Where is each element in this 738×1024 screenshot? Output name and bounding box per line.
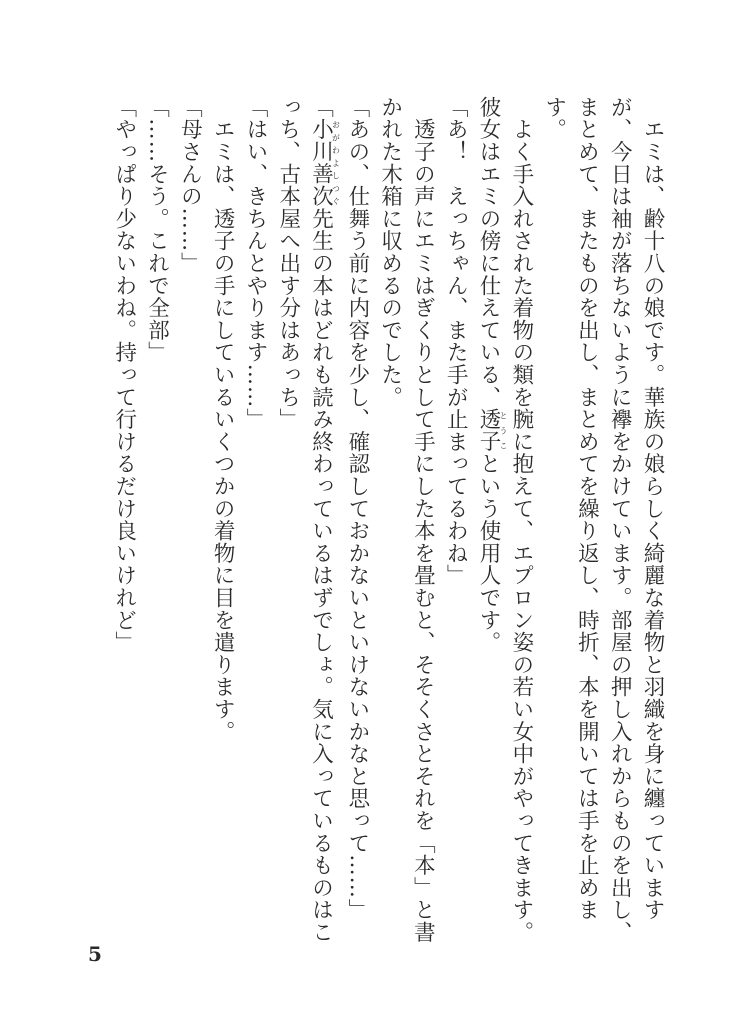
dialogue-toko-2: 「小川善次おがわよしつぐ先生の本はどれも読み終わっているはずでしょ。気に入っているものはこっち、古本屋へ出す分はあっち」	[275, 96, 341, 944]
dialogue-emi-2: 「はい、きちんとやります……」	[242, 96, 268, 431]
dialogue-emi-3: 「母さんの……」	[177, 96, 203, 275]
ruby-toko: 透子とうこ	[476, 408, 509, 453]
dialogue-emi-4: 「やっぱり少ないわね。持って行けるだけ良いけれど」	[111, 96, 137, 654]
dialogue-toko-3: 「……そう。これで全部」	[144, 96, 170, 364]
dialogue-toko-1: 「あ！ えっちゃん、また手が止まってるわね」	[443, 96, 469, 587]
page-number: 5	[88, 942, 102, 966]
vertical-text-body	[108, 96, 668, 956]
paragraph-intro: エミは、齢十八の娘です。華族の娘らしく綺麗な着物と羽織を身に纏っていますが、今日は袖が落ちないように襷をかけています。部屋の押し入れからものを出し、まとめて、またものを出し、まとめてを繰り返し、時折、本を開いては手を止めます。	[541, 96, 665, 944]
paragraph-emi-glance: エミは、透子の手にしているいくつかの着物に目を遣ります。	[210, 96, 236, 743]
ruby-ogawa: 小川善次おがわよしつぐ	[308, 118, 341, 208]
paragraph-emi-reaction: 透子の声にエミはぎくりとして手にした本を畳むと、そそくさとそれを「本」と書かれた木箱に収めるのでした。	[377, 96, 436, 944]
dialogue-emi-1: 「あの、仕舞う前に内容を少し、確認しておかないといけないかなと思って……」	[344, 96, 370, 922]
paragraph-toko-intro: よく手入れされた着物の類を腕に抱えて、エプロン姿の若い女中がやってきます。彼女はエミの傍に仕えている、透子とうこという使用人です。	[476, 96, 534, 944]
